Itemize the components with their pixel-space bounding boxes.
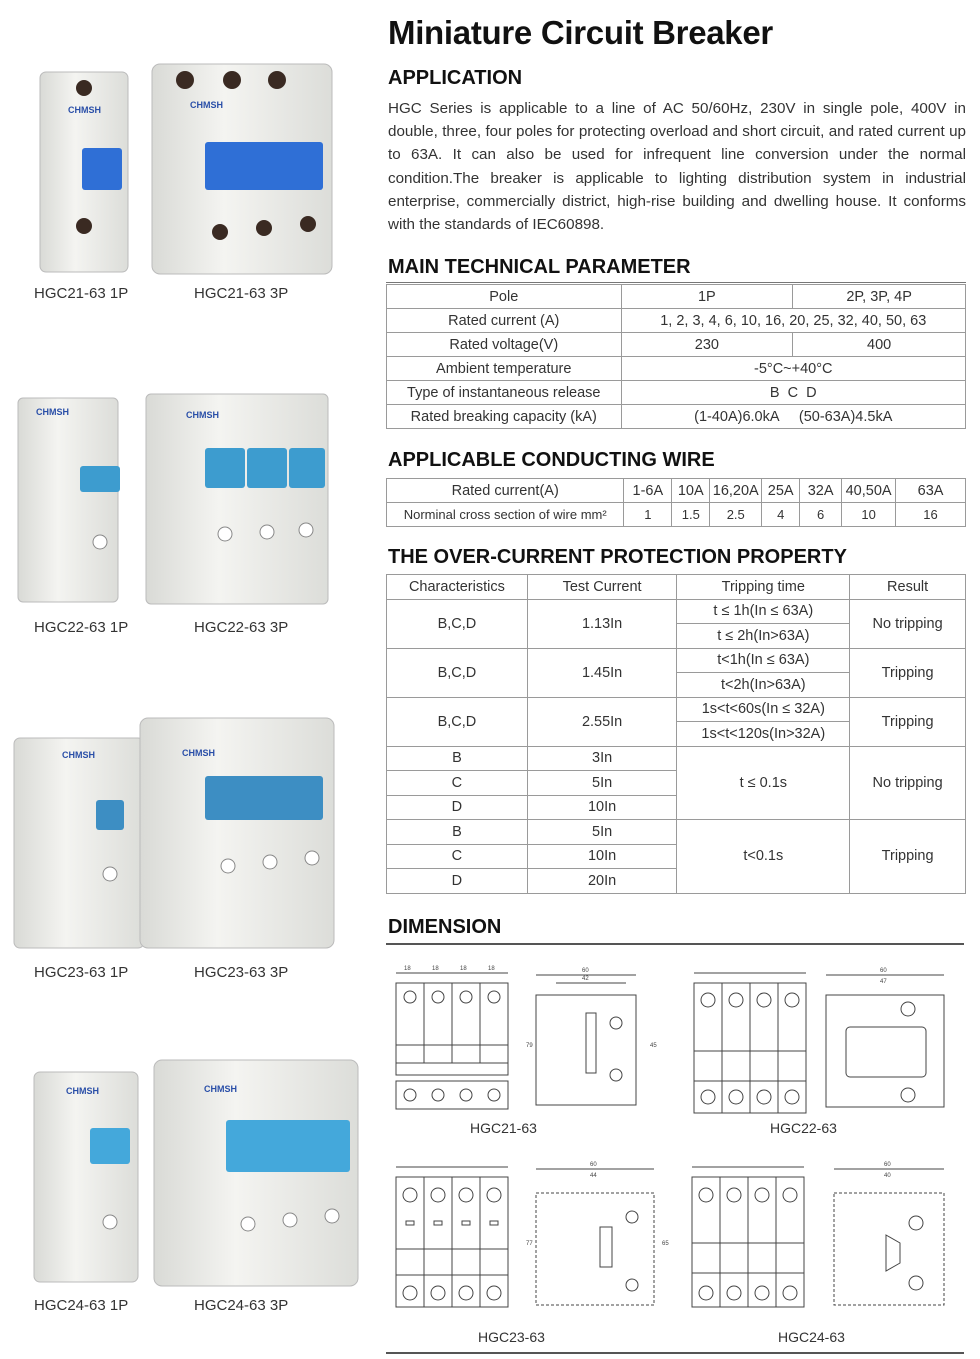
svg-text:44: 44 [590,1173,597,1179]
section-parameter: MAIN TECHNICAL PARAMETER [388,256,691,278]
svg-text:CHMSH: CHMSH [66,1086,99,1096]
parameter-table [386,284,966,429]
oc-cell: D [387,869,528,894]
drawing-hgc23-front [396,1167,508,1307]
wire-table [386,478,966,527]
oc-cell: 1s<t<120s(In>32A) [677,722,850,747]
oc-cell: Tripping [850,697,966,746]
oc-cell: C [387,844,528,869]
param-cell: 2P, 3P, 4P [793,285,966,309]
oc-header: Test Current [527,575,677,600]
svg-text:60: 60 [880,968,887,974]
dim-label-hgc22: HGC22-63 [770,1120,837,1136]
param-cell: -5°C~+40°C [621,357,966,381]
svg-text:18: 18 [460,966,467,972]
breaker-hgc22-3p [146,394,328,604]
caption-hgc22-1p: HGC22-63 1P [34,619,129,636]
oc-cell: t ≤ 0.1s [677,746,850,820]
dim-label-hgc23: HGC23-63 [478,1329,545,1345]
caption-hgc21-3p: HGC21-63 3P [194,285,289,302]
drawing-hgc24-side [834,1162,944,1305]
breaker-hgc23-3p [140,718,334,948]
oc-cell: 10In [527,795,677,820]
section-wire: APPLICABLE CONDUCTING WIRE [388,449,715,471]
oc-cell: t ≤ 1h(In ≤ 63A) [677,599,850,624]
svg-text:18: 18 [432,966,439,972]
oc-cell: B [387,820,528,845]
svg-text:CHMSH: CHMSH [182,748,215,758]
oc-cell: 1s<t<60s(In ≤ 32A) [677,697,850,722]
wire-cell: 16 [896,503,966,527]
wire-cell: 25A [762,479,800,503]
oc-cell: B,C,D [387,648,528,697]
dim-label-hgc24: HGC24-63 [778,1329,845,1345]
bottom-divider [386,1352,964,1354]
drawing-hgc22-front [694,973,806,1113]
oc-cell: 20In [527,869,677,894]
wire-cell: Norminal cross section of wire mm² [387,503,624,527]
oc-cell: B [387,746,528,771]
breaker-hgc24-1p [34,1072,138,1282]
param-cell: 1, 2, 3, 4, 6, 10, 16, 20, 25, 32, 40, 50, 63 [621,309,966,333]
oc-cell: t<2h(In>63A) [677,673,850,698]
drawing-hgc21-side [526,968,657,1105]
wire-cell: 4 [762,503,800,527]
svg-text:CHMSH: CHMSH [186,410,219,420]
wire-cell: 63A [896,479,966,503]
oc-cell: No tripping [850,746,966,820]
wire-cell: 2.5 [710,503,762,527]
wire-cell: Rated current(A) [387,479,624,503]
drawing-hgc23-side [526,1162,669,1305]
oc-cell: 1.45In [527,648,677,697]
section-application: APPLICATION [388,67,523,89]
svg-text:CHMSH: CHMSH [204,1084,237,1094]
svg-text:65: 65 [662,1241,669,1247]
breaker-hgc21-1p [40,72,128,272]
drawing-hgc24-front [692,1167,804,1307]
svg-text:79: 79 [526,1043,533,1049]
param-cell: 1P [621,285,793,309]
caption-hgc21-1p: HGC21-63 1P [34,285,129,302]
svg-text:18: 18 [404,966,411,972]
wire-cell: 6 [800,503,842,527]
dim-label-hgc21: HGC21-63 [470,1120,537,1136]
svg-text:CHMSH: CHMSH [62,750,95,760]
application-text: HGC Series is applicable to a line of AC 50/60Hz, 230V in single pole, 400V in double, three, four poles for protecting overload and short circuit, and rated current up to 63A. It can also be used for infrequent line conversion under the normal condition.The breaker is applicable to lighting distribution system in industrial enterprise, commercially district, high-rise building and dwelling house. It conforms with the standards of IEC60898. [388,100,966,234]
param-cell: 230 [621,333,793,357]
page-title: Miniature Circuit Breaker [388,14,773,51]
svg-text:45: 45 [650,1043,657,1049]
wire-cell: 10A [672,479,710,503]
svg-text:47: 47 [880,979,887,985]
wire-cell: 40,50A [842,479,896,503]
wire-cell: 10 [842,503,896,527]
section-dimension: DIMENSION [388,916,502,938]
caption-hgc23-3p: HGC23-63 3P [194,964,289,981]
param-cell: Type of instantaneous release [387,381,622,405]
param-cell: B C D [621,381,966,405]
wire-cell: 1 [624,503,672,527]
svg-text:CHMSH: CHMSH [36,407,69,417]
oc-cell: Tripping [850,648,966,697]
logo-text: CHMSH [68,105,101,115]
svg-text:42: 42 [582,976,589,982]
svg-text:60: 60 [884,1162,891,1168]
param-cell: Pole [387,285,622,309]
oc-cell: C [387,771,528,796]
product-gallery [0,0,380,1359]
breaker-hgc21-3p [152,64,332,274]
svg-text:60: 60 [582,968,589,974]
wire-cell: 1.5 [672,503,710,527]
svg-text:40: 40 [884,1173,891,1179]
oc-cell: No tripping [850,599,966,648]
svg-text:18: 18 [488,966,495,972]
drawing-hgc22-side [826,968,944,1107]
caption-hgc24-3p: HGC24-63 3P [194,1297,289,1314]
oc-cell: B,C,D [387,599,528,648]
wire-cell: 32A [800,479,842,503]
oc-header: Result [850,575,966,600]
breaker-hgc23-1p [14,738,144,948]
oc-header: Tripping time [677,575,850,600]
param-cell: Ambient temperature [387,357,622,381]
drawing-hgc21-front [396,966,508,1109]
oc-cell: t<1h(In ≤ 63A) [677,648,850,673]
oc-cell: 2.55In [527,697,677,746]
divider [386,943,964,945]
caption-hgc22-3p: HGC22-63 3P [194,619,289,636]
section-overcurrent: THE OVER-CURRENT PROTECTION PROPERTY [388,546,847,568]
svg-text:60: 60 [590,1162,597,1168]
wire-cell: 1-6A [624,479,672,503]
oc-cell: D [387,795,528,820]
oc-cell: t ≤ 2h(In>63A) [677,624,850,649]
oc-cell: 5In [527,771,677,796]
oc-cell: Tripping [850,820,966,894]
param-cell: Rated breaking capacity (kA) [387,405,622,429]
oc-cell: t<0.1s [677,820,850,894]
svg-text:CHMSH: CHMSH [190,100,223,110]
breaker-hgc22-1p [18,398,120,602]
breaker-hgc24-3p [154,1060,358,1286]
oc-cell: 10In [527,844,677,869]
param-cell: Rated current (A) [387,309,622,333]
oc-cell: 1.13In [527,599,677,648]
dimension-drawings [386,955,966,1355]
oc-cell: B,C,D [387,697,528,746]
caption-hgc23-1p: HGC23-63 1P [34,964,129,981]
oc-cell: 5In [527,820,677,845]
param-cell: (1-40A)6.0kA (50-63A)4.5kA [621,405,966,429]
oc-header: Characteristics [387,575,528,600]
wire-cell: 16,20A [710,479,762,503]
overcurrent-table [386,574,966,894]
param-cell: Rated voltage(V) [387,333,622,357]
param-cell: 400 [793,333,966,357]
oc-cell: 3In [527,746,677,771]
svg-text:77: 77 [526,1241,533,1247]
caption-hgc24-1p: HGC24-63 1P [34,1297,129,1314]
